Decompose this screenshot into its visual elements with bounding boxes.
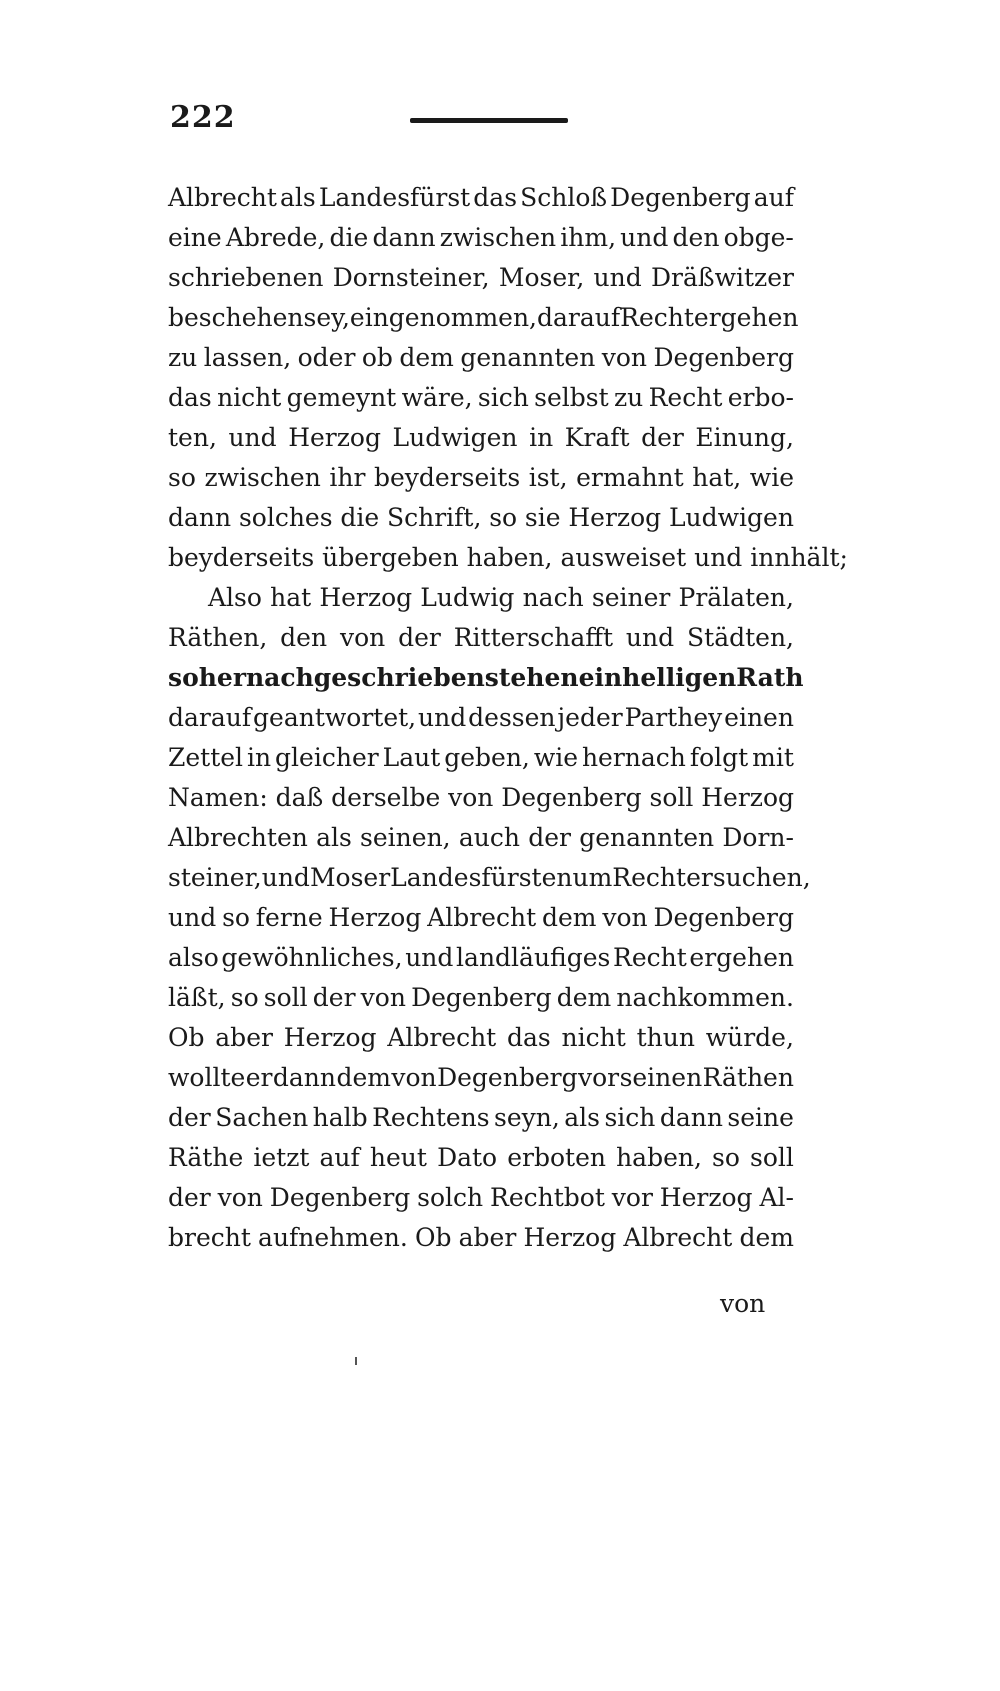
word: Albrecht <box>427 903 537 932</box>
text-line <box>168 1058 794 1098</box>
word: Herzog <box>288 423 381 452</box>
word: hat <box>270 583 312 612</box>
text-line <box>168 298 799 338</box>
word: haben, <box>616 1143 702 1172</box>
word: das <box>473 183 518 212</box>
word: Dräßwitzer <box>651 263 794 292</box>
word: Moser, <box>498 263 585 292</box>
word: würde, <box>705 1023 794 1052</box>
word: um <box>572 863 613 892</box>
word: dann <box>372 223 436 252</box>
word: in <box>247 743 272 772</box>
word: die <box>340 503 380 532</box>
word: Zettel <box>168 743 244 772</box>
word: so <box>712 1143 740 1172</box>
word: ausweiset <box>560 543 695 572</box>
word: in <box>529 423 554 452</box>
word: von <box>602 903 648 932</box>
word: Rechtbot <box>490 1183 605 1212</box>
text-line <box>168 818 794 858</box>
word: soll <box>750 1143 794 1172</box>
text-line <box>168 658 804 698</box>
word: dann <box>272 1063 337 1092</box>
word: so <box>222 903 250 932</box>
word: Namen: <box>168 783 268 812</box>
word: Ludwigen <box>668 503 794 532</box>
word: das <box>507 1023 551 1052</box>
word: der <box>528 823 571 852</box>
word: zwischen <box>204 463 321 492</box>
word: eine <box>168 223 222 252</box>
word: Degenberg <box>653 903 794 932</box>
word: Herzog <box>319 583 413 612</box>
text-line <box>168 1178 794 1218</box>
word: der <box>168 1183 211 1212</box>
word: sich <box>477 383 529 412</box>
text-line <box>168 858 811 898</box>
word: ersuchen, <box>686 863 811 892</box>
word: haben, <box>466 543 561 572</box>
word: Abrede, <box>225 223 326 252</box>
text-line <box>168 618 794 658</box>
word: Recht <box>648 383 723 412</box>
word: wie <box>749 463 794 492</box>
word: zwischen <box>439 223 557 252</box>
word: und <box>405 943 454 972</box>
word: so <box>230 983 259 1012</box>
word: beyderseits <box>168 543 323 572</box>
word: nicht <box>561 1023 626 1052</box>
word: geantwortet, <box>253 703 417 732</box>
word: wäre, <box>401 383 473 412</box>
text-line <box>168 418 794 458</box>
word: solch <box>417 1183 484 1212</box>
word: genannten <box>460 343 596 372</box>
word: seiner <box>591 583 671 612</box>
text-line <box>168 738 794 778</box>
word: dem <box>556 983 612 1012</box>
word: wollte <box>168 1063 246 1092</box>
word: seinen, <box>360 823 451 852</box>
word: ietzt <box>253 1143 310 1172</box>
word: nicht <box>217 383 282 412</box>
word: obge- <box>723 223 794 252</box>
word: so <box>168 663 199 692</box>
word: Rath <box>736 663 804 692</box>
word: Herzog <box>701 783 794 812</box>
text-line <box>168 338 794 378</box>
word: den <box>672 223 720 252</box>
word: derselbe <box>331 783 441 812</box>
word: Kraft <box>564 423 630 452</box>
word: halb <box>312 1103 368 1132</box>
word: innhält; <box>750 543 848 572</box>
word: heut <box>369 1143 427 1172</box>
word: ergehen <box>693 303 799 332</box>
word: von <box>601 343 648 372</box>
word: und <box>228 423 277 452</box>
word: nachkommen. <box>616 983 794 1012</box>
word: und <box>620 223 669 252</box>
word: steiner, <box>168 863 262 892</box>
word: auf <box>319 1143 360 1172</box>
word: Ludwigen <box>392 423 518 452</box>
word: vor <box>578 1063 620 1092</box>
word: übergeben <box>322 543 467 572</box>
word: hat, <box>692 463 742 492</box>
word: Räthen, <box>168 623 268 652</box>
word: Degenberg <box>653 343 794 372</box>
word: Ob <box>415 1223 452 1252</box>
word: thun <box>636 1023 695 1052</box>
word: Städten, <box>687 623 794 652</box>
word: das <box>168 383 212 412</box>
word: die <box>329 223 369 252</box>
word: einen <box>724 703 794 732</box>
word: Parthey <box>624 703 723 732</box>
word: dem <box>336 1063 391 1092</box>
word: Albrecht <box>168 183 277 212</box>
word: und <box>168 903 217 932</box>
word: stehen <box>484 663 579 692</box>
word: beyderseits <box>374 463 521 492</box>
word: dann <box>168 503 232 532</box>
word: Herzog <box>659 1183 753 1212</box>
word: Prälaten, <box>678 583 794 612</box>
word: so <box>489 503 518 532</box>
word: Räthe <box>168 1143 244 1172</box>
word: soll <box>649 783 694 812</box>
word: wie <box>533 743 579 772</box>
word: hernach <box>581 743 686 772</box>
word: jeder <box>557 703 623 732</box>
word: Schrift, <box>386 503 482 532</box>
word: seine <box>727 1103 794 1132</box>
word: der <box>312 983 356 1012</box>
word: ermahnt <box>576 463 684 492</box>
word: darauf <box>537 303 621 332</box>
word: Landesfürsten <box>390 863 573 892</box>
word: Herzog <box>283 1023 377 1052</box>
word: einhelligen <box>578 663 737 692</box>
word: erboten <box>507 1143 606 1172</box>
word: Rechtens <box>372 1103 490 1132</box>
text-line <box>168 1138 794 1178</box>
word: hernach <box>198 663 314 692</box>
header-rule <box>410 118 568 123</box>
word: und <box>625 623 675 652</box>
word: Sachen <box>215 1103 309 1132</box>
word: daß <box>275 783 324 812</box>
word: Herzog <box>568 503 662 532</box>
text-line <box>168 498 794 538</box>
word: Recht <box>613 943 687 972</box>
word: Degenberg <box>411 983 552 1012</box>
word: Albrecht <box>623 1223 733 1252</box>
word: Al- <box>759 1183 794 1212</box>
word: Also <box>208 583 262 612</box>
word: sich <box>604 1103 656 1132</box>
word: ihm, <box>560 223 617 252</box>
text-line <box>168 258 794 298</box>
word: Landesfürst <box>318 183 471 212</box>
word: Degenberg <box>269 1183 411 1212</box>
text-line <box>168 1218 794 1258</box>
word: auf <box>753 183 794 212</box>
word: eingenommen, <box>349 303 538 332</box>
word: lassen, <box>203 343 292 372</box>
word: gewöhnliches, <box>221 943 403 972</box>
word: Schloß <box>520 183 608 212</box>
word: ist, <box>528 463 568 492</box>
word: sie <box>524 503 561 532</box>
word: genannten <box>579 823 715 852</box>
text-line <box>168 778 794 818</box>
word: Herzog <box>328 903 422 932</box>
word: Ritterschafft <box>453 623 614 652</box>
word: also <box>168 943 219 972</box>
word: er <box>245 1063 273 1092</box>
text-line <box>168 218 794 258</box>
word: ferne <box>255 903 323 932</box>
word: Recht <box>612 863 687 892</box>
word: so <box>168 463 196 492</box>
word: solches <box>238 503 333 532</box>
word: der <box>168 1103 211 1132</box>
word: als <box>280 183 316 212</box>
word: Dato <box>437 1143 498 1172</box>
page-number: 222 <box>170 100 236 135</box>
word: sey, <box>303 303 350 332</box>
word: läßt, <box>168 983 226 1012</box>
text-line <box>168 698 794 738</box>
word: von <box>360 983 406 1012</box>
word: Degenberg <box>501 783 642 812</box>
word: und <box>418 703 467 732</box>
word: oder <box>297 343 356 372</box>
word: aber <box>458 1223 517 1252</box>
word: von <box>217 1183 263 1212</box>
text-line <box>168 938 794 978</box>
word: geschrieben <box>313 663 485 692</box>
word: mit <box>752 743 794 772</box>
text-line <box>168 1098 794 1138</box>
word: dem <box>541 903 597 932</box>
word: Ludwig <box>420 583 515 612</box>
word: als <box>316 823 352 852</box>
word: und <box>261 863 310 892</box>
word: Moser <box>309 863 391 892</box>
word: folgt <box>689 743 749 772</box>
word: Dorn- <box>722 823 794 852</box>
word: Ob <box>168 1023 205 1052</box>
word: nach <box>522 583 584 612</box>
text-line <box>168 458 794 498</box>
word: Albrecht <box>387 1023 497 1052</box>
word: selbst <box>534 383 609 412</box>
word: Räthen <box>702 1063 794 1092</box>
word: von <box>448 783 494 812</box>
word: darauf <box>168 703 252 732</box>
word: zu <box>613 383 644 412</box>
word: ten, <box>168 423 217 452</box>
text-line <box>168 898 794 938</box>
word: beschehen <box>168 303 304 332</box>
word: geben, <box>444 743 530 772</box>
word: und <box>694 543 751 572</box>
word: dem <box>399 343 454 372</box>
word: aber <box>215 1023 273 1052</box>
word: dann <box>659 1103 723 1132</box>
word: Herzog <box>523 1223 617 1252</box>
word: und <box>593 263 642 292</box>
word: der <box>398 623 441 652</box>
text-line <box>168 378 794 418</box>
text-line <box>168 538 848 578</box>
text-line <box>168 978 794 1018</box>
word: gleicher <box>275 743 379 772</box>
paper-speck <box>355 1357 357 1365</box>
word: Laut <box>382 743 441 772</box>
word: der <box>641 423 684 452</box>
word: aufnehmen. <box>258 1223 408 1252</box>
word: erbo- <box>727 383 794 412</box>
word: Dornsteiner, <box>332 263 490 292</box>
word: Degenberg <box>610 183 751 212</box>
word: Degenberg <box>437 1063 578 1092</box>
word: den <box>280 623 328 652</box>
catchword: von <box>720 1289 766 1318</box>
word: seinen <box>619 1063 703 1092</box>
word: von <box>391 1063 437 1092</box>
text-line <box>168 178 794 218</box>
word: auch <box>458 823 520 852</box>
body-text <box>168 178 848 1258</box>
word: brecht <box>168 1223 251 1252</box>
text-line <box>168 1018 794 1058</box>
word: Albrechten <box>168 823 308 852</box>
word: ihr <box>329 463 366 492</box>
word: Einung, <box>695 423 794 452</box>
word: zu <box>168 343 198 372</box>
word: von <box>339 623 386 652</box>
word: ergehen <box>689 943 794 972</box>
word: vor <box>611 1183 653 1212</box>
word: gemeynt <box>286 383 397 412</box>
word: ob <box>361 343 393 372</box>
word: Recht <box>620 303 694 332</box>
word: schriebenen <box>168 263 324 292</box>
word: landläufiges <box>456 943 611 972</box>
text-line <box>168 578 794 618</box>
word: dem <box>739 1223 794 1252</box>
word: seyn, <box>494 1103 560 1132</box>
word: als <box>564 1103 601 1132</box>
word: soll <box>263 983 308 1012</box>
word: dessen <box>468 703 556 732</box>
